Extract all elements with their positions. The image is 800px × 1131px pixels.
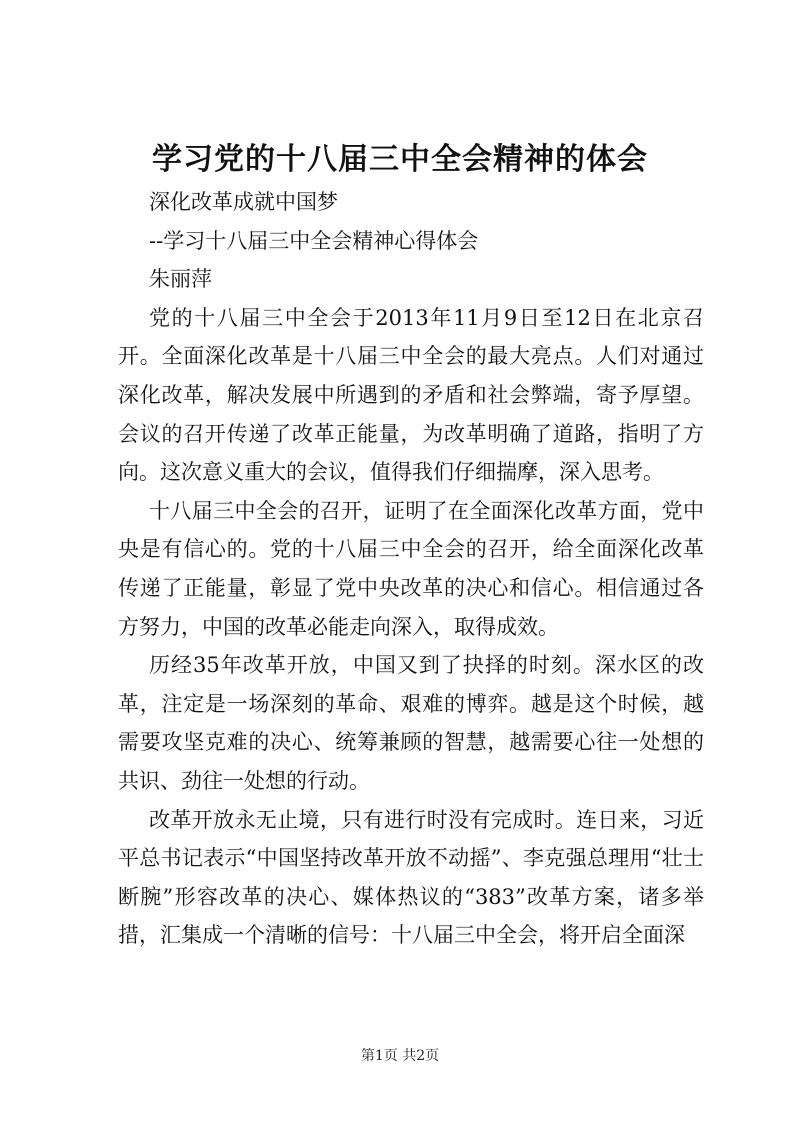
document-subheading: --学习十八届三中全会精神心得体会: [149, 228, 479, 253]
document-title: 学习党的十八届三中全会精神的体会: [152, 142, 648, 177]
document-subtitle: 深化改革成就中国梦: [149, 190, 338, 214]
page-footer: 第1页 共2页: [360, 1048, 440, 1064]
document-body: [118, 183, 704, 955]
paragraph-4: 改革开放永无止境，只有进行时没有完成时。连日来，习近平总书记表示“中国坚持改革开放不动摇”、李克强总理用“壮士断腕”形容改革的决心、媒体热议的“383”改革方案，诸多举措，汇集成一个清晰的信号：十八届三中全会，将开启全面深: [118, 807, 704, 948]
paragraph-2: 十八届三中全会的召开，证明了在全面深化改革方面，党中央是有信心的。党的十八届三中全会的召开，给全面深化改革传递了正能量，彰显了党中央改革的决心和信心。相信通过各方努力，中国的改革必能走向深入，取得成效。: [118, 498, 704, 639]
paragraph-1: 党的十八届三中全会于2013年11月9日至12日在北京召开。全面深化改革是十八届三中全会的最大亮点。人们对通过深化改革，解决发展中所遇到的矛盾和社会弊端，寄予厚望。会议的召开传递了改革正能量，为改革明确了道路，指明了方向。这次意义重大的会议，值得我们仔细揣摩，深入思考。: [118, 305, 704, 485]
document-author: 朱丽萍: [149, 267, 212, 292]
paragraph-3: 历经35年改革开放，中国又到了抉择的时刻。深水区的改革，注定是一场深刻的革命、艰难的博弈。越是这个时候，越需要攻坚克难的决心、统筹兼顾的智慧，越需要心往一处想的共识、劲往一处想的行动。: [118, 653, 704, 793]
